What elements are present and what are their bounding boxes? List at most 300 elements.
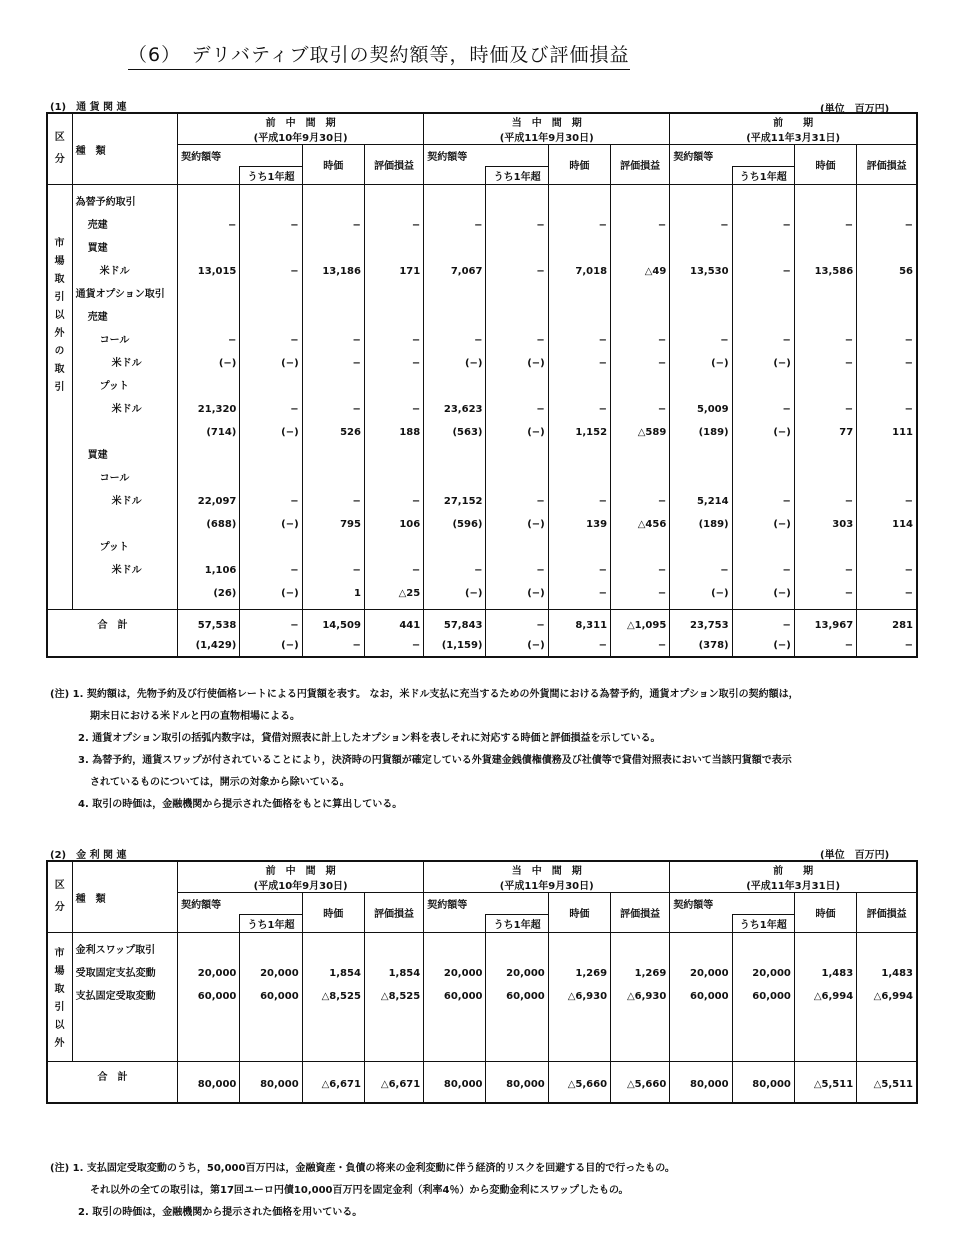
value-cell [427, 306, 482, 329]
value-cell [552, 444, 607, 467]
value-cell: 106 [399, 519, 421, 530]
section1-notes [50, 684, 920, 816]
total-option-value: (1,429) [195, 640, 237, 651]
total-cell [240, 610, 302, 658]
row-label: 米ドル [111, 496, 142, 507]
value-cell: − [720, 565, 729, 576]
note-line: 2. 取引の時価は，金融機関から提示された価格を用いている。 [78, 1207, 363, 1218]
value-cell [860, 237, 913, 260]
value-cell [368, 467, 420, 490]
value-cell [860, 467, 913, 490]
value-column [302, 185, 364, 610]
over-one-year-header: うち1年超 [486, 915, 548, 933]
value-cell: (−) [773, 588, 791, 599]
value-cell: 60,000 [443, 991, 483, 1002]
row-label: プット [99, 381, 129, 392]
note-line: (注) 1. 契約額は，先物予約及び行使価格レートによる円貨額を表す。 なお，米ドル支払に充当するための外貨間における為替予約，通貨オプション取引の契約額は， [50, 689, 799, 700]
total-cell [611, 610, 670, 658]
total-option-value: − [844, 640, 854, 651]
value-cell: 139 [586, 519, 608, 530]
value-cell: 13,186 [322, 266, 361, 277]
total-cell [424, 1062, 486, 1104]
currency-derivatives-table [46, 112, 918, 658]
value-column [548, 933, 610, 1062]
total-value: − [536, 620, 545, 631]
value-cell [614, 191, 666, 214]
shurui-header: 種 類 [72, 113, 177, 185]
value-cell: − [598, 220, 608, 231]
row-label: 通貨オプション取引 [75, 289, 165, 300]
total-cell [794, 610, 856, 658]
value-cell [614, 444, 666, 467]
total-option-value: (378) [698, 640, 729, 651]
value-cell: 7,067 [450, 266, 483, 277]
value-cell: (−) [773, 427, 791, 438]
value-cell [243, 467, 298, 490]
value-cell [798, 283, 853, 306]
value-cell: − [782, 335, 791, 346]
value-cell: △6,930 [626, 991, 667, 1002]
value-cell: 20,000 [197, 968, 237, 979]
total-cell [486, 1062, 548, 1104]
value-cell: 22,097 [197, 496, 237, 507]
value-cell [368, 283, 420, 306]
value-cell: 21,320 [197, 404, 237, 415]
value-cell: − [720, 220, 729, 231]
value-cell: 77 [839, 427, 854, 438]
value-column [240, 933, 302, 1062]
value-cell [860, 536, 913, 559]
value-cell: (688) [206, 519, 237, 530]
value-cell: 303 [832, 519, 854, 530]
value-column [486, 185, 548, 610]
value-cell [368, 444, 420, 467]
over-one-year-header: うち1年超 [240, 167, 302, 185]
value-cell: (−) [281, 519, 299, 530]
value-cell [798, 536, 853, 559]
value-cell [673, 306, 728, 329]
value-cell: − [536, 404, 545, 415]
value-cell: △6,930 [567, 991, 608, 1002]
row-label: 支払固定受取変動 [75, 991, 156, 1002]
value-cell [181, 283, 236, 306]
side-label: 市場取引以外 [47, 933, 72, 1062]
total-cell [424, 610, 486, 658]
value-cell: − [352, 404, 361, 415]
row-label: 金利スワップ取引 [75, 945, 156, 956]
value-cell: − [844, 220, 854, 231]
value-cell: 1,483 [881, 968, 913, 979]
value-cell [243, 237, 298, 260]
value-cell: 60,000 [752, 991, 791, 1002]
value-cell: 60,000 [506, 991, 545, 1002]
value-cell [860, 444, 913, 467]
value-cell: − [844, 565, 854, 576]
value-cell [798, 237, 853, 260]
value-cell [243, 444, 298, 467]
value-cell [489, 191, 544, 214]
row-label: コール [99, 473, 130, 484]
kubun-header: 区 分 [47, 861, 72, 933]
value-cell: − [657, 565, 667, 576]
total-value: 80,000 [752, 1079, 791, 1090]
over-one-year-header: うち1年超 [486, 167, 548, 185]
value-cell: − [411, 404, 421, 415]
value-cell: △49 [644, 266, 667, 277]
blank-cell [178, 167, 240, 185]
value-column [611, 933, 670, 1062]
contract-amount-header: 契約額等 [424, 893, 549, 915]
total-cell [857, 1062, 917, 1104]
total-cell [548, 1062, 610, 1104]
shurui-header: 種 類 [72, 861, 177, 933]
section1-label: (1) 通 貨 関 連 [50, 102, 127, 113]
value-cell: − [844, 358, 854, 369]
total-value: 14,509 [322, 620, 361, 631]
value-cell: (596) [452, 519, 483, 530]
value-cell: − [598, 565, 608, 576]
value-cell: (−) [527, 427, 545, 438]
value-cell [368, 939, 420, 962]
value-cell: (−) [281, 427, 299, 438]
value-cell: △6,994 [873, 991, 913, 1002]
value-cell: 1,483 [821, 968, 854, 979]
value-cell: − [657, 358, 667, 369]
total-option-value: − [598, 640, 608, 651]
note-line: 2. 通貨オプション取引の括弧内数字は，貸借対照表に計上したオプション料を表しそれに対応する時価と評価損益を示している。 [78, 733, 661, 744]
total-value: 441 [399, 620, 421, 631]
total-cell [548, 610, 610, 658]
value-cell [306, 306, 361, 329]
value-cell: (189) [698, 519, 729, 530]
value-cell [798, 939, 853, 962]
value-cell: △6,994 [813, 991, 854, 1002]
value-cell: 20,000 [752, 968, 791, 979]
total-value: 57,843 [443, 620, 483, 631]
value-cell [368, 375, 420, 398]
value-cell: − [598, 404, 608, 415]
value-cell [427, 191, 482, 214]
value-cell: − [536, 220, 545, 231]
total-value: △5,511 [873, 1079, 913, 1090]
row-label: 米ドル [111, 565, 142, 576]
value-cell [736, 306, 791, 329]
total-value: − [782, 620, 791, 631]
valuation-header: 評価損益 [611, 893, 670, 933]
value-cell: 13,530 [690, 266, 729, 277]
row-label: 米ドル [99, 266, 130, 277]
value-cell: − [411, 358, 421, 369]
value-cell [489, 283, 544, 306]
value-column [302, 933, 364, 1062]
value-cell: − [536, 496, 545, 507]
value-cell [368, 536, 420, 559]
over-one-year-header: うち1年超 [732, 167, 794, 185]
value-cell: 13,586 [814, 266, 854, 277]
row-label: 受取固定支払変動 [75, 968, 156, 979]
value-cell [673, 191, 728, 214]
note-line: 4. 取引の時価は，金融機関から提示された価格をもとに算出している。 [78, 799, 403, 810]
total-option-value: (−) [281, 640, 299, 651]
value-cell: − [904, 335, 913, 346]
value-cell: − [352, 335, 361, 346]
blank-cell [178, 915, 240, 933]
value-cell [306, 467, 361, 490]
value-cell: (−) [711, 588, 729, 599]
value-cell [243, 191, 298, 214]
value-cell [552, 467, 607, 490]
value-cell: (−) [527, 588, 545, 599]
total-option-value: (−) [527, 640, 545, 651]
value-cell: − [904, 358, 913, 369]
total-cell [240, 1062, 302, 1104]
value-cell: (−) [281, 588, 299, 599]
value-cell: − [598, 496, 608, 507]
value-cell [489, 444, 544, 467]
valuation-header: 評価損益 [364, 145, 423, 185]
value-cell [427, 444, 482, 467]
value-cell [798, 444, 853, 467]
fair-value-header: 時価 [548, 893, 610, 933]
total-cell [178, 1062, 240, 1104]
value-cell [552, 306, 607, 329]
value-cell [306, 375, 361, 398]
value-cell [552, 237, 607, 260]
value-cell: − [290, 404, 299, 415]
value-cell [306, 283, 361, 306]
value-cell [860, 191, 913, 214]
value-cell: − [904, 588, 913, 599]
total-value: 80,000 [443, 1079, 483, 1090]
value-cell [798, 375, 853, 398]
value-cell [181, 237, 236, 260]
value-cell: 171 [399, 266, 421, 277]
value-cell: − [352, 358, 361, 369]
value-cell [427, 939, 482, 962]
value-cell [736, 283, 791, 306]
over-one-year-header: うち1年超 [732, 915, 794, 933]
value-cell [614, 283, 666, 306]
value-cell: △456 [637, 519, 667, 530]
value-cell: − [290, 335, 299, 346]
total-value: 80,000 [690, 1079, 729, 1090]
page-title: （6） デリバティブ取引の契約額等，時価及び評価損益 [128, 40, 630, 70]
row-labels [72, 185, 177, 610]
value-cell [673, 444, 728, 467]
total-label: 合 計 [47, 610, 178, 658]
total-label: 合 計 [47, 1062, 178, 1104]
value-cell: 188 [399, 427, 421, 438]
value-cell: (−) [527, 519, 545, 530]
row-label: 買建 [87, 450, 108, 461]
contract-amount-header: 契約額等 [670, 145, 795, 167]
total-value: 80,000 [197, 1079, 237, 1090]
value-cell [614, 467, 666, 490]
total-value: 80,000 [260, 1079, 299, 1090]
contract-amount-header: 契約額等 [424, 145, 549, 167]
row-label [76, 582, 174, 605]
value-cell [427, 467, 482, 490]
total-cell [794, 1062, 856, 1104]
value-cell: − [657, 220, 667, 231]
value-cell: 23,623 [443, 404, 483, 415]
note-line: (注) 1. 支払固定受取変動のうち，50,000百万円は，金融資産・負債の将来の金利変動に伴う経済的リスクを回避する目的で行ったもの。 [50, 1163, 675, 1174]
value-cell [798, 467, 853, 490]
total-option-value: (−) [773, 640, 791, 651]
total-value: 8,311 [575, 620, 608, 631]
note-line: 3. 為替予約，通貨スワップが付されていることにより，決済時の円貨額が確定している外貨建金銭債権債務及び社債等で貸借対照表において当該円貨額で表示 [78, 755, 792, 766]
value-cell: − [536, 266, 545, 277]
value-cell: 1,269 [575, 968, 608, 979]
value-cell [736, 375, 791, 398]
value-cell [798, 306, 853, 329]
value-column [794, 185, 856, 610]
value-cell: 5,214 [696, 496, 729, 507]
value-cell: − [411, 565, 421, 576]
total-cell [302, 1062, 364, 1104]
value-cell [181, 939, 236, 962]
value-cell: − [657, 496, 667, 507]
section2-notes [50, 1158, 920, 1224]
value-cell: − [657, 335, 667, 346]
value-cell [427, 375, 482, 398]
value-cell [243, 283, 298, 306]
value-cell: (563) [452, 427, 483, 438]
value-cell [489, 939, 544, 962]
valuation-header: 評価損益 [857, 893, 917, 933]
value-cell [673, 283, 728, 306]
value-cell [181, 191, 236, 214]
value-cell [368, 191, 420, 214]
value-cell [427, 237, 482, 260]
value-cell: 1,854 [329, 968, 361, 979]
note-line: されているものについては，開示の対象から除いている。 [90, 777, 350, 788]
value-cell: − [720, 335, 729, 346]
row-label: 米ドル [111, 358, 142, 369]
value-cell: − [411, 335, 421, 346]
fair-value-header: 時価 [794, 893, 856, 933]
value-cell: (−) [711, 358, 729, 369]
side-label: 市場取引以外の取引 [47, 185, 72, 610]
value-cell: − [844, 404, 854, 415]
row-label: 売建 [87, 312, 108, 323]
value-cell [306, 939, 361, 962]
value-cell: − [657, 404, 667, 415]
total-cell [178, 610, 240, 658]
value-cell: − [352, 565, 361, 576]
period-header: 前 中 間 期 (平成10年9月30日) [178, 113, 424, 145]
value-cell: 1 [353, 588, 361, 599]
valuation-header: 評価損益 [857, 145, 917, 185]
value-cell [736, 467, 791, 490]
value-cell [614, 237, 666, 260]
row-label: 米ドル [111, 404, 142, 415]
value-cell [306, 536, 361, 559]
total-value: − [290, 620, 299, 631]
value-cell: 60,000 [260, 991, 299, 1002]
value-cell [860, 283, 913, 306]
value-cell: − [352, 220, 361, 231]
total-cell [486, 610, 548, 658]
value-cell: (189) [698, 427, 729, 438]
total-option-value: − [904, 640, 913, 651]
total-value: 23,753 [690, 620, 729, 631]
value-cell [860, 939, 913, 962]
value-cell: − [904, 404, 913, 415]
total-value: △5,660 [567, 1079, 608, 1090]
value-cell: − [657, 588, 667, 599]
value-cell: − [844, 496, 854, 507]
value-column [424, 185, 486, 610]
unit-label: (単位 百万円) [820, 104, 890, 115]
value-cell: 20,000 [690, 968, 729, 979]
over-one-year-header: うち1年超 [240, 915, 302, 933]
value-column [857, 185, 917, 610]
value-cell: 5,009 [696, 404, 729, 415]
value-cell [489, 536, 544, 559]
value-column [424, 933, 486, 1062]
interest-derivatives-table [46, 860, 918, 1104]
note-line: それ以外の全ての取引は，第17回ユーロ円債10,000百万円を固定金利（利率4％）から変動金利にスワップしたもの。 [90, 1185, 629, 1196]
section2-label: (2) 金 利 関 連 [50, 850, 127, 861]
value-cell: 20,000 [260, 968, 299, 979]
value-cell [614, 939, 666, 962]
total-value: 281 [892, 620, 913, 631]
value-column [670, 933, 732, 1062]
value-cell: − [844, 588, 854, 599]
value-cell [736, 237, 791, 260]
value-cell [614, 306, 666, 329]
fair-value-header: 時価 [548, 145, 610, 185]
row-label: プット [99, 542, 129, 553]
total-cell [857, 610, 917, 658]
value-cell: 20,000 [506, 968, 545, 979]
value-cell: − [782, 266, 791, 277]
valuation-header: 評価損益 [611, 145, 670, 185]
value-cell: − [411, 220, 421, 231]
value-cell: 1,152 [575, 427, 608, 438]
value-column [611, 185, 670, 610]
value-cell [427, 283, 482, 306]
value-cell [243, 939, 298, 962]
value-cell: − [227, 335, 237, 346]
row-label [76, 421, 174, 444]
value-cell: − [844, 335, 854, 346]
value-cell [552, 375, 607, 398]
value-cell [368, 237, 420, 260]
fair-value-header: 時価 [302, 893, 364, 933]
value-cell [798, 191, 853, 214]
value-cell: − [904, 565, 913, 576]
kubun-header: 区 分 [47, 113, 72, 185]
value-cell: − [782, 565, 791, 576]
row-label: 売建 [87, 220, 108, 231]
value-cell: − [782, 220, 791, 231]
value-cell [552, 191, 607, 214]
value-cell: (−) [218, 358, 237, 369]
value-cell [489, 306, 544, 329]
value-cell: △25 [398, 588, 421, 599]
value-cell [489, 237, 544, 260]
unit-label-2: (単位 百万円) [820, 850, 890, 861]
value-cell [368, 306, 420, 329]
value-cell [306, 444, 361, 467]
note-line: 期末日における米ドルと円の直物相場による。 [90, 711, 300, 722]
value-cell: △589 [637, 427, 667, 438]
value-cell [243, 306, 298, 329]
value-cell: − [904, 496, 913, 507]
value-cell: 1,106 [204, 565, 237, 576]
